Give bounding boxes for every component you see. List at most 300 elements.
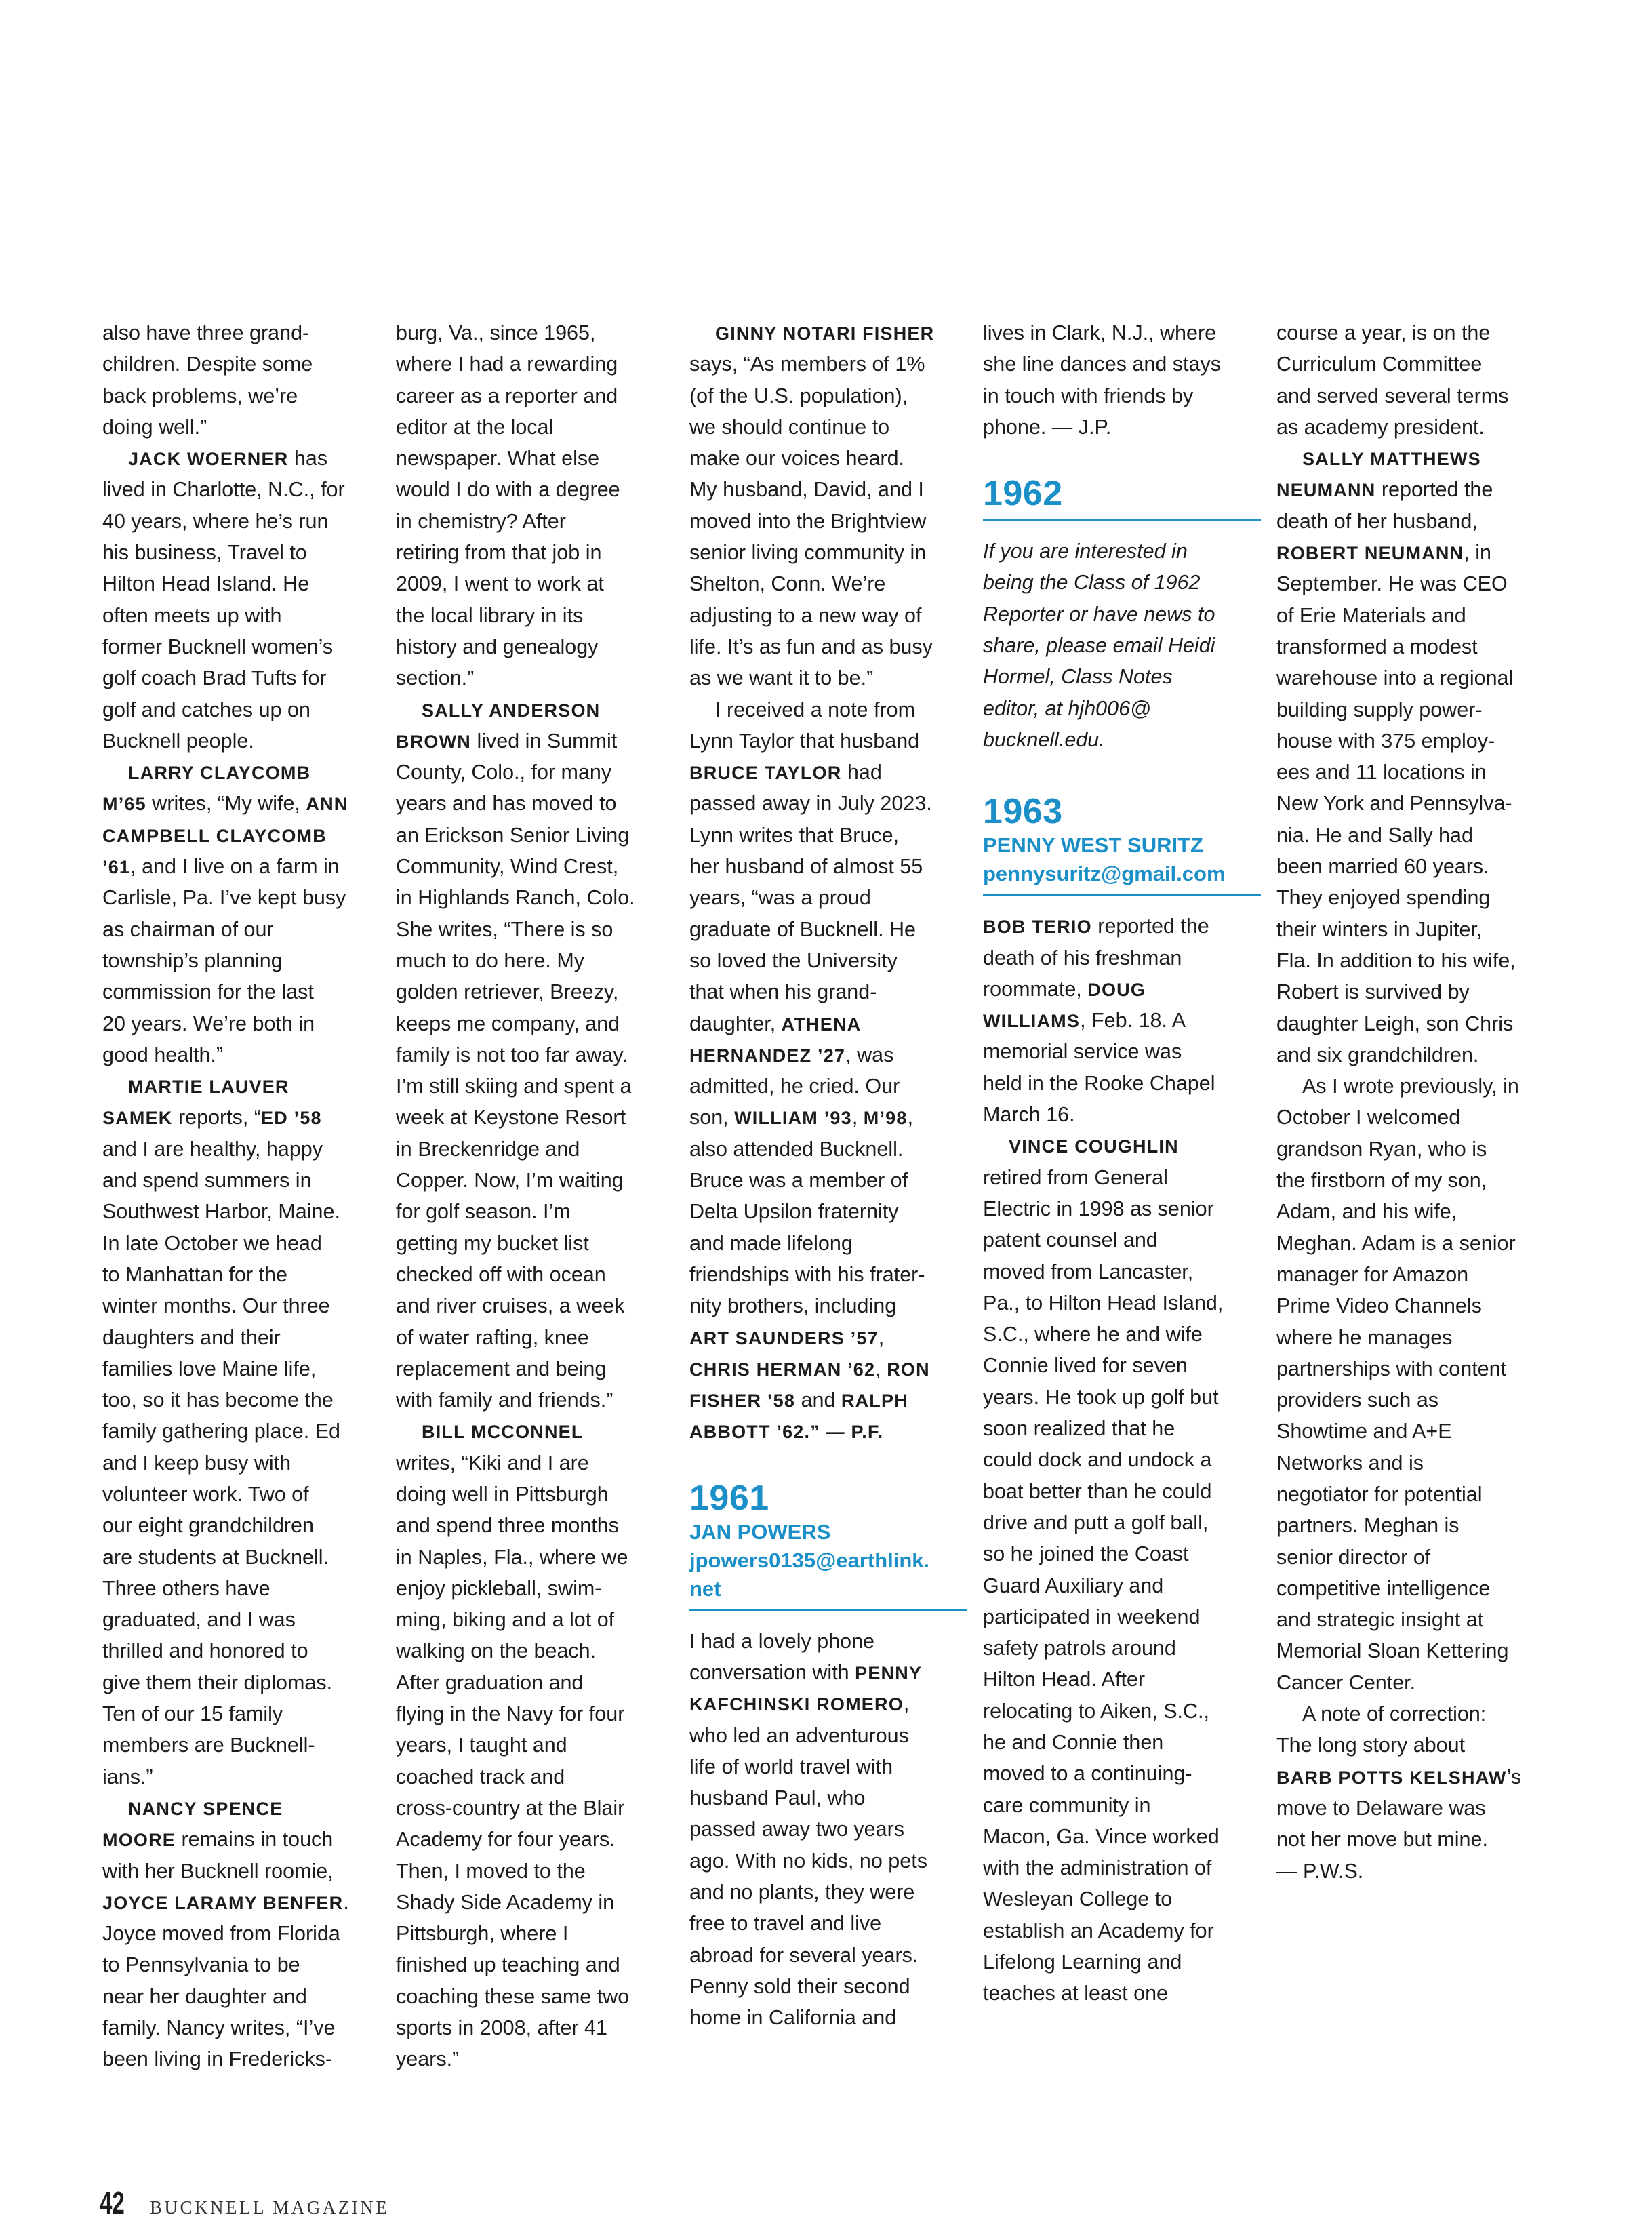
text-line: their winters in Jupiter, [1276, 917, 1483, 941]
text-line: of water rafting, knee [396, 1325, 589, 1349]
column-3-text [689, 317, 967, 1447]
text-line: passed away two years [689, 1818, 905, 1841]
text-run: reports, “ [172, 1106, 262, 1129]
text-line: home in California and [689, 2006, 897, 2030]
text-line: lived in Charlotte, N.C., for [102, 478, 345, 502]
text-line: (of the U.S. population), [689, 384, 908, 407]
text-line: and served several terms [1276, 384, 1509, 407]
text-line: participated in weekend [983, 1605, 1201, 1628]
text-line: doing well.” [102, 415, 207, 439]
text-line: building supply power- [1276, 698, 1483, 721]
text-line: boat better than he could [983, 1479, 1212, 1503]
text-line [102, 1102, 380, 1133]
text-line [689, 1039, 967, 1071]
text-line [1276, 1761, 1554, 1793]
name-callout: MARTIE LAUVER [128, 1077, 289, 1098]
text-line: Cancer Center. [1276, 1670, 1416, 1694]
text-line: too, so it has become the [102, 1388, 334, 1412]
text-line: could dock and undock a [983, 1448, 1212, 1472]
text-line [689, 757, 967, 788]
text-line [1276, 537, 1554, 568]
name-callout: ABBOTT ’62 [689, 1422, 805, 1443]
text-line: often meets up with [102, 603, 282, 627]
text-line: Fla. In addition to his wife, [1276, 948, 1516, 972]
section-rule [689, 1609, 967, 1611]
publication-name: BUCKNELL MAGAZINE [150, 2197, 390, 2218]
text-line: Shady Side Academy in [396, 1890, 615, 1914]
text-line: years, “was a proud [689, 886, 871, 910]
text-run: , was [845, 1043, 894, 1066]
text-line: coaching these same two [396, 1984, 630, 2008]
text-line: volunteer work. Two of [102, 1482, 309, 1506]
text-line: are students at Bucknell. [102, 1545, 329, 1569]
text-line: make our voices heard. [689, 447, 905, 471]
text-line: not her move but mine. [1276, 1828, 1488, 1852]
text-line: also attended Bucknell. [689, 1137, 904, 1161]
text-line: ees and 11 locations in [1276, 761, 1487, 784]
text-line: winter months. Our three [102, 1294, 330, 1318]
name-callout: ED ’58 [261, 1108, 322, 1129]
text-line: partners. Meghan is [1276, 1514, 1459, 1538]
text-line: 40 years, where he’s run [102, 509, 329, 533]
text-line: October I welcomed [1276, 1106, 1461, 1129]
text-run: had [841, 761, 882, 784]
text-line: in Breckenridge and [396, 1137, 580, 1161]
name-callout: NEUMANN [1276, 480, 1376, 501]
correspondent-email-cont[interactable]: net [689, 1576, 721, 1601]
text-run: and [795, 1388, 841, 1412]
text-line: golf and catches up on [102, 698, 310, 721]
text-line: family is not too far away. [396, 1043, 628, 1066]
text-line: transformed a modest [1276, 635, 1478, 658]
text-line: years and has moved to [396, 792, 617, 816]
text-line: Connie lived for seven [983, 1354, 1188, 1378]
year-heading-1962: 1962 [983, 474, 1063, 514]
text-line: grandson Ryan, who is [1276, 1137, 1487, 1161]
text-line [1276, 474, 1554, 505]
name-callout: FISHER ’58 [689, 1390, 796, 1412]
text-line: families love Maine life, [102, 1357, 317, 1380]
name-callout: DOUG [1087, 979, 1146, 1000]
text-line: Guard Auxiliary and [983, 1574, 1164, 1597]
text-line: career as a reporter and [396, 384, 618, 407]
text-line: in Naples, Fla., where we [396, 1545, 628, 1569]
text-line [689, 1102, 967, 1133]
text-line: partnerships with content [1276, 1357, 1507, 1380]
correspondent-email[interactable]: pennysuritz@gmail.com [983, 862, 1226, 886]
text-line [396, 725, 674, 757]
text-line [689, 1353, 967, 1384]
text-run: reported the [1091, 915, 1209, 938]
name-callout: PENNY [855, 1662, 923, 1683]
text-line: an Erickson Senior Living [396, 823, 630, 847]
text-run: writes, “My wife, [146, 792, 306, 816]
column-4-text [983, 317, 1261, 443]
text-line: as academy president. [1276, 415, 1485, 439]
text-line: with the administration of [983, 1856, 1212, 1880]
text-line: move to Delaware was [1276, 1796, 1486, 1820]
text-run: has [288, 447, 328, 471]
section-1962 [983, 474, 1261, 755]
text-line: ago. With no kids, no pets [689, 1849, 927, 1873]
name-callout: WILLIAM ’93 [734, 1108, 852, 1129]
text-line [983, 1130, 1261, 1161]
text-line: graduate of Bucknell. He [689, 917, 916, 941]
text-line: with her Bucknell roomie, [102, 1859, 334, 1883]
text-run: roommate, [983, 977, 1088, 1001]
text-line: Memorial Sloan Kettering [1276, 1639, 1509, 1663]
text-line: I had a lovely phone [689, 1629, 875, 1653]
text-line: the local library in its [396, 603, 584, 627]
text-run: son, [689, 1106, 735, 1129]
text-line: and I are healthy, happy [102, 1137, 323, 1161]
text-line: Showtime and A+E [1276, 1420, 1452, 1443]
text-line: nity brothers, including [689, 1294, 897, 1318]
section-rule [983, 519, 1261, 521]
section-rule [983, 894, 1261, 896]
text-line: New York and Pennsylva- [1276, 792, 1512, 816]
text-line: held in the Rooke Chapel [983, 1071, 1215, 1095]
text-line: back problems, we’re [102, 384, 298, 407]
text-line: As I wrote previously, in [1302, 1075, 1519, 1098]
text-line: — P.W.S. [1276, 1859, 1364, 1883]
text-line: My husband, David, and I [689, 478, 924, 502]
text-line: and I keep busy with [102, 1451, 291, 1475]
text-line: been living in Fredericks- [102, 2047, 333, 2071]
text-line: and no plants, they were [689, 1881, 915, 1904]
text-line: Penny sold their second [689, 1974, 910, 1998]
text-line: so he joined the Coast [983, 1542, 1189, 1566]
text-run: . [343, 1890, 349, 1914]
name-callout: BROWN [396, 731, 471, 752]
text-line: teaches at least one [983, 1982, 1168, 2005]
text-line: soon realized that he [983, 1417, 1175, 1441]
text-line: share, please email Heidi [983, 634, 1215, 658]
name-callout: LARRY CLAYCOMB [128, 763, 311, 784]
text-line: he and Connie then [983, 1730, 1164, 1754]
text-line: A note of correction: [1302, 1702, 1487, 1726]
text-line: The long story about [1276, 1734, 1466, 1757]
text-line: Academy for four years. [396, 1828, 616, 1852]
text-line: of Erie Materials and [1276, 603, 1466, 627]
text-line: her husband of almost 55 [689, 855, 923, 879]
text-line [396, 694, 674, 725]
text-line: Macon, Ga. Vince worked [983, 1824, 1220, 1848]
text-line: also have three grand- [102, 321, 310, 344]
name-callout: BOB TERIO [983, 917, 1092, 938]
text-line [102, 851, 380, 882]
text-line: thrilled and honored to [102, 1639, 308, 1663]
section-1963 [983, 792, 1261, 2009]
text-line: warehouse into a regional [1276, 666, 1514, 690]
text-run: lived in Summit [470, 729, 618, 753]
text-line: sports in 2008, after 41 [396, 2016, 607, 2040]
column-4 [983, 317, 1261, 2009]
text-line: retiring from that job in [396, 541, 602, 565]
text-run: , [907, 1106, 914, 1129]
text-line: Then, I moved to the [396, 1859, 586, 1883]
text-run: daughter, [689, 1012, 782, 1035]
text-line [102, 820, 380, 851]
text-line: course a year, is on the [1276, 321, 1491, 344]
text-line [689, 317, 967, 348]
name-callout: CAMPBELL CLAYCOMB [102, 825, 327, 846]
text-line [102, 1071, 380, 1102]
page-number: 42 [100, 2185, 125, 2220]
text-line: newspaper. What else [396, 447, 600, 471]
text-line: checked off with ocean [396, 1262, 606, 1286]
text-line: and six grandchildren. [1276, 1043, 1479, 1066]
text-line [1276, 443, 1554, 474]
text-line: years. He took up golf but [983, 1385, 1219, 1409]
section-1961-body [689, 1626, 967, 2034]
text-line: would I do with a degree [396, 478, 620, 502]
text-line: Pittsburgh, where I [396, 1922, 569, 1946]
text-line: members are Bucknell- [102, 1734, 315, 1757]
name-callout: .” — P.F. [804, 1422, 884, 1443]
section-1963-body [983, 911, 1261, 2009]
text-line: doing well in Pittsburgh [396, 1482, 609, 1506]
text-line: editor at the local [396, 415, 554, 439]
text-line: safety patrols around [983, 1637, 1176, 1660]
text-line: senior director of [1276, 1545, 1431, 1569]
correspondent-name: JAN POWERS [689, 1519, 831, 1544]
section-1962-note [983, 536, 1261, 755]
text-line: After graduation and [396, 1670, 584, 1694]
text-line: Prime Video Channels [1276, 1294, 1482, 1318]
name-callout: RALPH [841, 1390, 908, 1412]
text-line: husband Paul, who [689, 1786, 866, 1810]
text-run: , Feb. 18. A [1080, 1009, 1186, 1033]
text-line: Meghan. Adam is a senior [1276, 1231, 1516, 1255]
text-line: and river cruises, a week [396, 1294, 625, 1318]
text-line [102, 1824, 380, 1855]
text-line: enjoy pickleball, swim- [396, 1576, 602, 1600]
name-callout: RON [887, 1359, 930, 1380]
text-line: Copper. Now, I’m waiting [396, 1169, 624, 1193]
text-line: good health.” [102, 1043, 224, 1066]
text-line: township’s planning [102, 948, 283, 972]
text-line: house with 375 employ- [1276, 729, 1495, 753]
name-callout: SALLY ANDERSON [422, 700, 601, 721]
text-line: section.” [396, 666, 475, 690]
name-callout: ATHENA [781, 1014, 862, 1035]
text-line: Wesleyan College to [983, 1887, 1173, 1911]
name-callout: GINNY NOTARI FISHER [715, 323, 935, 344]
text-run: reported the [1375, 478, 1493, 502]
text-line: where he manages [1276, 1325, 1453, 1349]
text-line: Carlisle, Pa. I’ve kept busy [102, 886, 346, 910]
correspondent-email[interactable]: jpowers0135@earthlink. [689, 1548, 930, 1572]
text-line: who led an adventurous [689, 1723, 909, 1747]
text-line: Lynn Taylor that husband [689, 729, 920, 753]
name-callout: KAFCHINSKI ROMERO [689, 1694, 904, 1715]
text-line: children. Despite some [102, 353, 313, 376]
text-line: coached track and [396, 1765, 565, 1788]
text-line: Networks and is [1276, 1451, 1424, 1475]
text-run: remains in touch [176, 1828, 334, 1852]
text-line: Lifelong Learning and [983, 1950, 1182, 1974]
text-line: If you are interested in [983, 540, 1188, 563]
text-line [396, 1416, 674, 1447]
text-line: for golf season. I’m [396, 1200, 571, 1224]
text-line: moved from Lancaster, [983, 1260, 1194, 1283]
text-line: and spend three months [396, 1514, 619, 1538]
text-line: the firstborn of my son, [1276, 1169, 1487, 1193]
text-line [689, 1688, 967, 1719]
text-line: Three others have [102, 1576, 270, 1600]
text-line: with family and friends.” [396, 1388, 613, 1412]
text-line: commission for the last [102, 980, 314, 1004]
text-line: nia. He and Sally had [1276, 823, 1473, 847]
text-line: week at Keystone Resort [396, 1106, 626, 1129]
text-line: She writes, “There is so [396, 917, 613, 941]
text-line: Bucknell people. [102, 729, 254, 753]
text-line: been married 60 years. [1276, 855, 1489, 879]
text-line: burg, Va., since 1965, [396, 321, 596, 344]
text-line: years.” [396, 2047, 460, 2071]
text-line: getting my bucket list [396, 1231, 589, 1255]
text-line: in chemistry? After [396, 509, 566, 533]
text-line [689, 1384, 967, 1416]
text-line: Adam, and his wife, [1276, 1200, 1457, 1224]
text-line: relocating to Aiken, S.C., [983, 1699, 1209, 1723]
name-callout: SALLY MATTHEWS [1302, 449, 1481, 470]
text-line: phone. — J.P. [983, 415, 1112, 439]
text-line: Shelton, Conn. We’re [689, 572, 886, 596]
text-line: golf coach Brad Tufts for [102, 666, 327, 690]
text-line: history and genealogy [396, 635, 599, 658]
name-callout: JOYCE LARAMY BENFER [102, 1892, 344, 1913]
name-callout: JACK WOERNER [128, 449, 289, 470]
text-line: adjusting to a new way of [689, 603, 922, 627]
text-line: years, I taught and [396, 1734, 567, 1757]
text-line: providers such as [1276, 1388, 1439, 1412]
text-line: being the Class of 1962 [983, 571, 1201, 595]
text-run: , [903, 1692, 910, 1716]
text-line: life of world travel with [689, 1755, 893, 1778]
text-line: admitted, he cried. Our [689, 1075, 900, 1098]
text-line: Pa., to Hilton Head Island, [983, 1291, 1224, 1315]
text-line: death of his freshman [983, 946, 1182, 969]
text-line: where I had a rewarding [396, 353, 618, 376]
text-line [689, 1008, 967, 1039]
text-line: to Manhattan for the [102, 1262, 287, 1286]
text-line: flying in the Navy for four [396, 1702, 625, 1726]
name-callout: BILL MCCONNEL [422, 1422, 584, 1443]
text-line: Hormel, Class Notes [983, 665, 1173, 689]
text-line: Bruce was a member of [689, 1169, 908, 1193]
text-line: death of her husband, [1276, 509, 1478, 533]
name-callout: NANCY SPENCE [128, 1798, 283, 1819]
column-5 [1276, 317, 1554, 1887]
text-line: and strategic insight at [1276, 1608, 1484, 1632]
text-line: former Bucknell women’s [102, 635, 334, 658]
page-footer [100, 2184, 389, 2218]
text-line: ians.” [102, 1765, 153, 1788]
text-line: daughters and their [102, 1325, 281, 1349]
text-line: and spend summers in [102, 1169, 312, 1193]
text-line: Curriculum Committee [1276, 353, 1483, 376]
text-line: as we want it to be.” [689, 666, 874, 690]
text-run: , and I live on a farm in [130, 855, 340, 879]
text-line: memorial service was [983, 1040, 1182, 1064]
column-3 [689, 317, 967, 2034]
name-callout: ANN [306, 794, 348, 815]
text-line: I’m still skiing and spent a [396, 1075, 632, 1098]
text-line: They enjoyed spending [1276, 886, 1491, 910]
text-line: in touch with friends by [983, 384, 1194, 407]
text-line [983, 1005, 1261, 1036]
name-callout: ART SAUNDERS ’57 [689, 1327, 879, 1348]
text-line: drive and putt a golf ball, [983, 1510, 1209, 1534]
text-line: passed away in July 2023. [689, 792, 932, 816]
text-line: replacement and being [396, 1357, 607, 1380]
section-1961 [689, 1479, 967, 2034]
text-line: free to travel and live [689, 1912, 882, 1936]
year-heading-1963: 1963 [983, 792, 1063, 832]
text-line: 2009, I went to work at [396, 572, 604, 596]
text-line: patent counsel and [983, 1228, 1158, 1252]
text-line: senior living community in [689, 541, 927, 565]
text-line: life. It’s as fun and as busy [689, 635, 933, 658]
text-line: friendships with his frater- [689, 1262, 925, 1286]
text-line: Joyce moved from Florida [102, 1922, 340, 1946]
text-line: walking on the beach. [396, 1639, 597, 1663]
name-callout: VINCE COUGHLIN [1009, 1136, 1179, 1157]
text-line [983, 911, 1261, 942]
text-line: bucknell.edu. [983, 727, 1105, 751]
text-line [983, 974, 1261, 1005]
text-line: family gathering place. Ed [102, 1420, 340, 1443]
text-line: September. He was CEO [1276, 572, 1508, 596]
text-line [689, 1322, 967, 1353]
text-line: I received a note from [715, 698, 915, 721]
text-line: says, “As members of 1% [689, 353, 925, 376]
name-callout: HERNANDEZ ’27 [689, 1045, 846, 1066]
name-callout: BRUCE TAYLOR [689, 763, 842, 784]
text-line: competitive intelligence [1276, 1576, 1491, 1600]
name-callout: BARB POTTS KELSHAW [1276, 1767, 1507, 1788]
text-line: finished up teaching and [396, 1953, 620, 1977]
text-line [102, 757, 380, 788]
text-line: manager for Amazon [1276, 1262, 1469, 1286]
text-run: , [878, 1325, 885, 1349]
text-line: Community, Wind Crest, [396, 855, 619, 879]
text-line: as chairman of our [102, 917, 274, 941]
text-line: daughter Leigh, son Chris [1276, 1012, 1514, 1035]
text-line: give them their diplomas. [102, 1670, 333, 1694]
text-line: golden retriever, Breezy, [396, 980, 619, 1004]
text-line: editor, at hjh006@ [983, 696, 1152, 720]
text-line: Robert is survived by [1276, 980, 1470, 1004]
text-line: near her daughter and [102, 1984, 307, 2008]
name-callout: MOORE [102, 1830, 176, 1851]
name-callout: ’61 [102, 857, 131, 878]
text-line: in Highlands Ranch, Colo. [396, 886, 635, 910]
text-line: S.C., where he and wife [983, 1323, 1203, 1346]
text-line: his business, Travel to [102, 541, 307, 565]
text-run: conversation with [689, 1660, 855, 1684]
name-callout: ROBERT NEUMANN [1276, 543, 1464, 564]
text-line: abroad for several years. [689, 1943, 919, 1967]
text-line: that when his grand- [689, 980, 877, 1004]
text-line: our eight grandchildren [102, 1514, 314, 1538]
text-line: Reporter or have news to [983, 602, 1215, 626]
text-line: Hilton Head. After [983, 1668, 1146, 1692]
text-run: , in [1464, 541, 1491, 565]
text-line: establish an Academy for [983, 1919, 1214, 1942]
